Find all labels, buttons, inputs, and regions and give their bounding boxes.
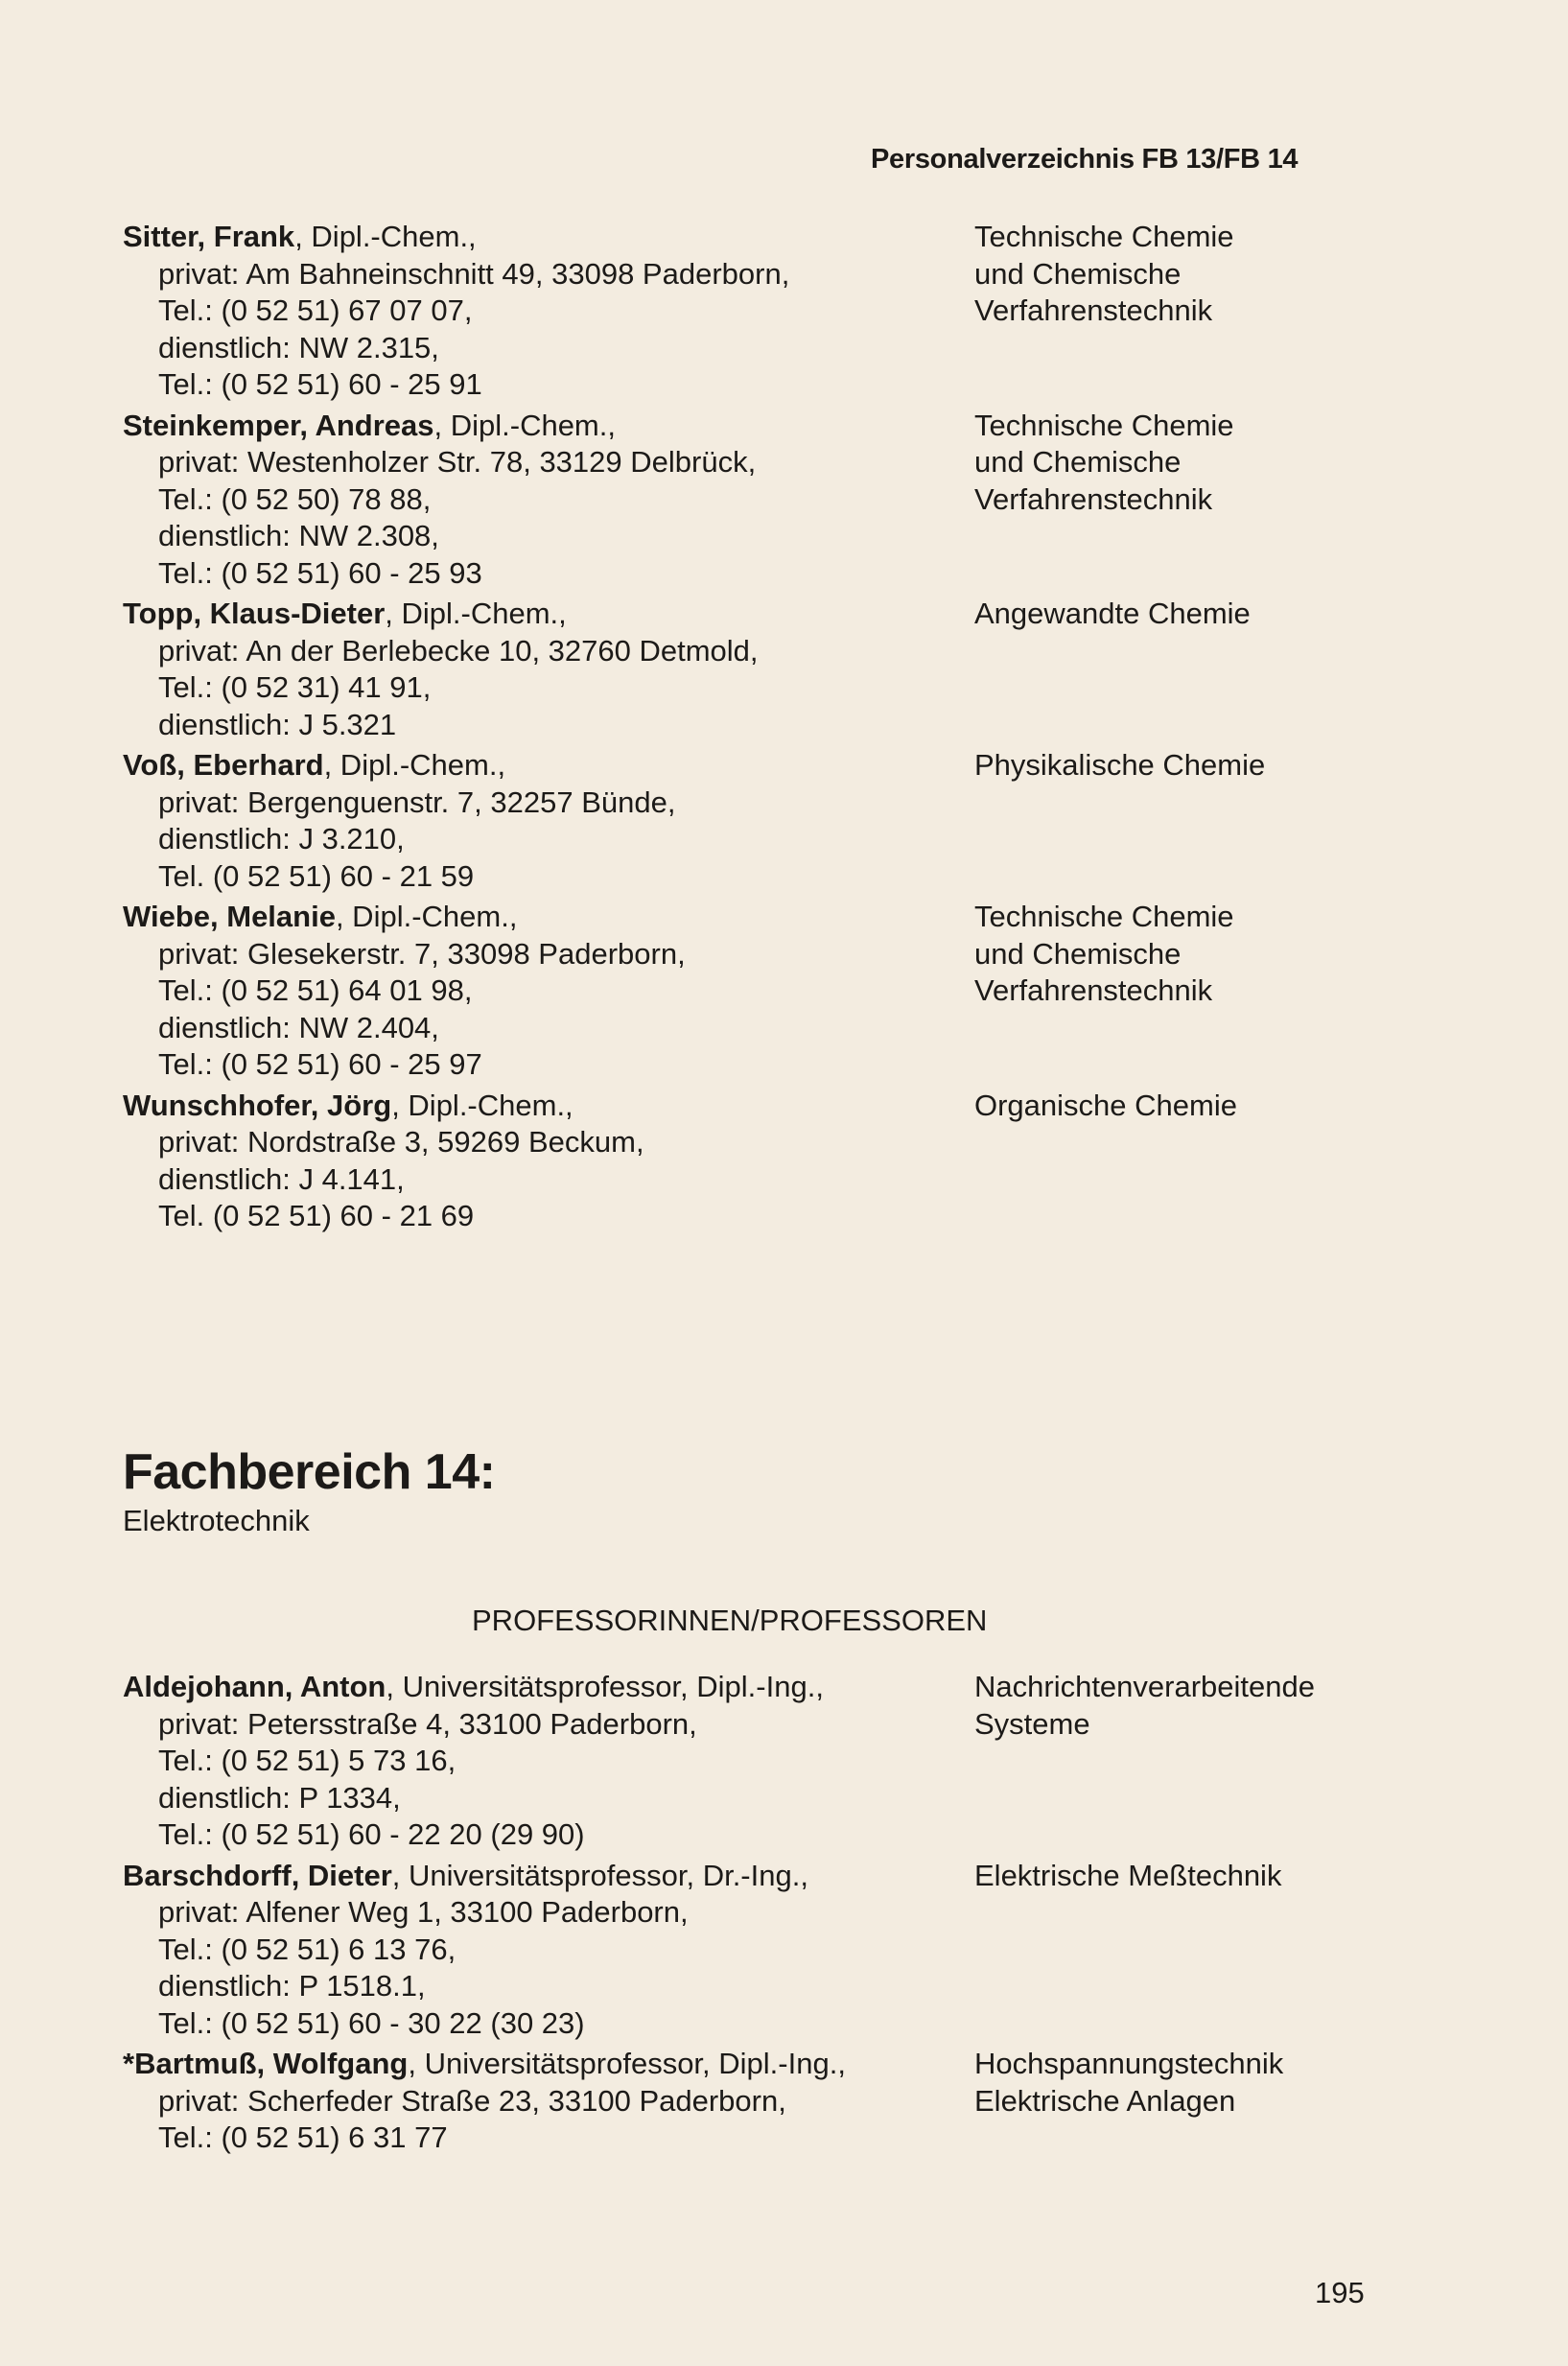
entry-name-line: [123, 408, 948, 445]
entry-contact: [123, 596, 948, 743]
department-line: Organische Chemie: [974, 1088, 1237, 1122]
department-line: und Chemische: [974, 936, 1182, 971]
department-line: Verfahrenstechnik: [974, 481, 1213, 516]
staff-entry: [123, 596, 1389, 743]
department-line: Elektrische Meßtechnik: [974, 1858, 1282, 1892]
entry-name-line: [123, 219, 948, 256]
department: [974, 1858, 1387, 1895]
person-title: , Dipl.-Chem.,: [323, 748, 506, 782]
department: [974, 408, 1387, 519]
contact-line: dienstlich: P 1334,: [158, 1780, 401, 1815]
contact-line: Tel.: (0 52 51) 60 - 25 93: [158, 555, 482, 590]
contact-line: Tel. (0 52 51) 60 - 21 59: [158, 858, 475, 893]
contact-line: dienstlich: P 1518.1,: [158, 1969, 426, 2003]
department-line: Technische Chemie: [974, 900, 1234, 933]
contact-line: Tel.: (0 52 51) 60 - 25 97: [158, 1047, 482, 1081]
contact-line: dienstlich: NW 2.308,: [158, 519, 439, 552]
contact-line: privat: An der Berlebecke 10, 32760 Detmold,: [158, 633, 759, 668]
person-title: , Universitätsprofessor, Dipl.-Ing.,: [408, 2047, 846, 2080]
person-name: Steinkemper, Andreas: [123, 408, 434, 442]
person-name: Wiebe, Melanie: [123, 900, 336, 933]
department-line: und Chemische: [974, 256, 1182, 291]
contact-line: Tel.: (0 52 51) 64 01 98,: [158, 973, 473, 1007]
contact-line: Tel.: (0 52 51) 60 - 25 91: [158, 367, 482, 401]
person-name: Voß, Eberhard: [123, 748, 324, 782]
department: [974, 596, 1387, 633]
person-name: Wunschhofer, Jörg: [123, 1088, 392, 1122]
person-title: , Universitätsprofessor, Dipl.-Ing.,: [386, 1670, 824, 1703]
department-line: Technische Chemie: [974, 220, 1234, 253]
department-line: Hochspannungstechnik: [974, 2047, 1284, 2080]
contact-line: dienstlich: NW 2.404,: [158, 1010, 439, 1044]
contact-line: privat: Am Bahneinschnitt 49, 33098 Paderborn,: [158, 256, 790, 291]
entry-name-line: [123, 899, 948, 936]
contact-line: Tel.: (0 52 50) 78 88,: [158, 481, 432, 516]
entry-name-line: [123, 1858, 948, 1895]
contact-line: Tel.: (0 52 51) 60 - 22 20 (29 90): [158, 1817, 585, 1851]
staff-list-fb14: [123, 1669, 1389, 2161]
person-title: , Dipl.-Chem.,: [294, 220, 477, 253]
contact-line: dienstlich: J 4.141,: [158, 1161, 405, 1196]
department: [974, 747, 1387, 785]
entry-contact: [123, 1088, 948, 1235]
contact-line: Tel.: (0 52 51) 6 31 77: [158, 2120, 448, 2154]
department-line: Elektrische Anlagen: [974, 2083, 1236, 2118]
fachbereich-subtitle: Elektrotechnik: [123, 1504, 310, 1537]
contact-line: privat: Westenholzer Str. 78, 33129 Delbrück,: [158, 445, 757, 479]
department-line: Technische Chemie: [974, 408, 1234, 442]
staff-entry: [123, 408, 1389, 593]
department-line: Systeme: [974, 1706, 1090, 1741]
staff-entry: [123, 1669, 1389, 1854]
person-title: , Universitätsprofessor, Dr.-Ing.,: [391, 1858, 808, 1892]
page-number: 195: [1315, 2276, 1365, 2309]
contact-line: Tel.: (0 52 51) 67 07 07,: [158, 293, 473, 327]
contact-line: dienstlich: J 5.321: [158, 707, 397, 741]
fachbereich-heading: Fachbereich 14:: [123, 1444, 496, 1500]
staff-entry: [123, 1088, 1389, 1235]
person-title: , Dipl.-Chem.,: [335, 900, 518, 933]
department: [974, 899, 1387, 1010]
contact-line: Tel.: (0 52 51) 60 - 30 22 (30 23): [158, 2005, 585, 2040]
person-title: , Dipl.-Chem.,: [433, 408, 616, 442]
contact-line: Tel. (0 52 51) 60 - 21 69: [158, 1199, 475, 1232]
person-title: , Dipl.-Chem.,: [391, 1088, 573, 1122]
staff-entry: [123, 899, 1389, 1084]
entry-name-line: [123, 747, 948, 785]
contact-line: privat: Glesekerstr. 7, 33098 Paderborn,: [158, 936, 686, 971]
entry-name-line: [123, 596, 948, 633]
department-line: Physikalische Chemie: [974, 748, 1266, 782]
staff-entry: [123, 219, 1389, 404]
entry-name-line: [123, 1088, 948, 1125]
contact-line: privat: Scherfeder Straße 23, 33100 Paderborn,: [158, 2083, 786, 2118]
person-name: *Bartmuß, Wolfgang: [123, 2047, 409, 2080]
person-name: Barschdorff, Dieter: [123, 1858, 392, 1892]
department: [974, 1669, 1387, 1743]
department-line: Verfahrenstechnik: [974, 293, 1213, 327]
contact-line: Tel.: (0 52 31) 41 91,: [158, 670, 432, 704]
contact-line: Tel.: (0 52 51) 6 13 76,: [158, 1932, 456, 1966]
department-line: und Chemische: [974, 445, 1182, 479]
department-line: Angewandte Chemie: [974, 597, 1251, 630]
contact-line: Tel.: (0 52 51) 5 73 16,: [158, 1744, 456, 1777]
department: [974, 2046, 1387, 2120]
person-name: Topp, Klaus-Dieter: [123, 597, 386, 630]
contact-line: dienstlich: NW 2.315,: [158, 330, 439, 364]
staff-list-fb13: [123, 219, 1389, 1239]
person-name: Sitter, Frank: [123, 220, 295, 253]
contact-line: privat: Petersstraße 4, 33100 Paderborn,: [158, 1706, 697, 1741]
entry-name-line: [123, 1669, 948, 1706]
entry-name-line: [123, 2046, 948, 2083]
contact-line: privat: Nordstraße 3, 59269 Beckum,: [158, 1125, 644, 1159]
staff-entry: [123, 1858, 1389, 2043]
staff-entry: [123, 747, 1389, 895]
entry-contact: [123, 1858, 948, 2043]
entry-contact: [123, 2046, 948, 2157]
contact-line: dienstlich: J 3.210,: [158, 822, 405, 855]
category-heading: PROFESSORINNEN/PROFESSOREN: [472, 1604, 988, 1637]
person-name: Aldejohann, Anton: [123, 1670, 386, 1703]
entry-contact: [123, 1669, 948, 1854]
department-line: Verfahrenstechnik: [974, 973, 1213, 1007]
contact-line: privat: Alfener Weg 1, 33100 Paderborn,: [158, 1895, 689, 1929]
person-title: , Dipl.-Chem.,: [385, 597, 567, 630]
entry-contact: [123, 408, 948, 593]
running-head: Personalverzeichnis FB 13/FB 14: [871, 144, 1299, 175]
staff-entry: [123, 2046, 1389, 2157]
entry-contact: [123, 747, 948, 895]
contact-line: privat: Bergenguenstr. 7, 32257 Bünde,: [158, 785, 676, 819]
entry-contact: [123, 899, 948, 1084]
department-line: Nachrichtenverarbeitende: [974, 1670, 1315, 1703]
department: [974, 219, 1387, 330]
entry-contact: [123, 219, 948, 404]
department: [974, 1088, 1387, 1125]
